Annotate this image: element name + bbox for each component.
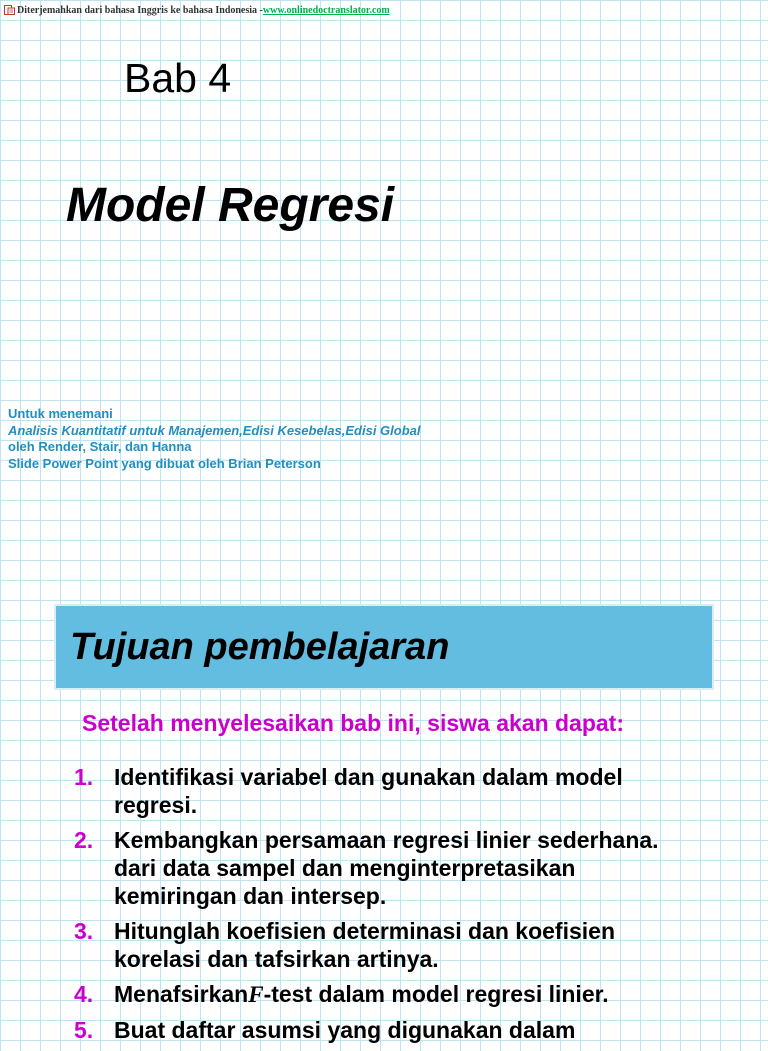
objectives-heading: Tujuan pembelajaran <box>70 626 450 668</box>
objectives-list <box>74 763 694 1051</box>
objective-text: Kembangkan persamaan regresi linier sederhana. dari data sampel dan menginterpretasikan kemiringan dan intersep. <box>114 827 659 909</box>
objective-text: Buat daftar asumsi yang digunakan dalam <box>114 1017 576 1043</box>
objective-text-before: Menafsirkan <box>114 981 249 1007</box>
objective-text: Identifikasi variabel dan gunakan dalam model regresi. <box>114 764 623 818</box>
objectives-intro: Setelah menyelesaikan bab ini, siswa akan dapat: <box>82 710 625 736</box>
objectives-banner <box>54 604 714 690</box>
credits-book-title: Analisis Kuantitatif untuk Manajemen,Edisi Kesebelas,Edisi Global <box>8 422 421 438</box>
objective-item <box>74 980 694 1009</box>
objective-item <box>74 763 694 819</box>
objective-number: 3. <box>74 918 94 944</box>
slide-title: Model Regresi <box>66 179 395 232</box>
objective-text <box>114 980 609 1009</box>
f-variable: F <box>248 982 264 1007</box>
credits-line-1: Untuk menemani <box>8 406 113 421</box>
credits-block <box>8 406 421 472</box>
objective-number: 1. <box>74 764 94 790</box>
objective-number: 5. <box>74 1017 94 1043</box>
chapter-label: Bab 4 <box>124 55 232 101</box>
objective-number: 2. <box>74 827 94 853</box>
objective-item <box>74 826 694 910</box>
credits-authors: oleh Render, Stair, dan Hanna <box>8 439 192 454</box>
objective-item <box>74 1016 694 1044</box>
objective-text-after: -test dalam model regresi linier. <box>263 981 609 1007</box>
translator-text: Diterjemahkan dari bahasa Inggris ke bahasa Indonesia - <box>17 4 263 16</box>
objective-text: Hitunglah koefisien determinasi dan koefisien korelasi dan tafsirkan artinya. <box>114 918 616 972</box>
translator-link[interactable]: www.onlinedoctranslator.com <box>262 4 390 16</box>
document-translate-icon <box>4 5 15 15</box>
objective-item <box>74 917 694 973</box>
objective-number: 4. <box>74 981 94 1007</box>
credits-slides-by: Slide Power Point yang dibuat oleh Brian Peterson <box>8 455 321 471</box>
translator-banner <box>4 3 390 17</box>
